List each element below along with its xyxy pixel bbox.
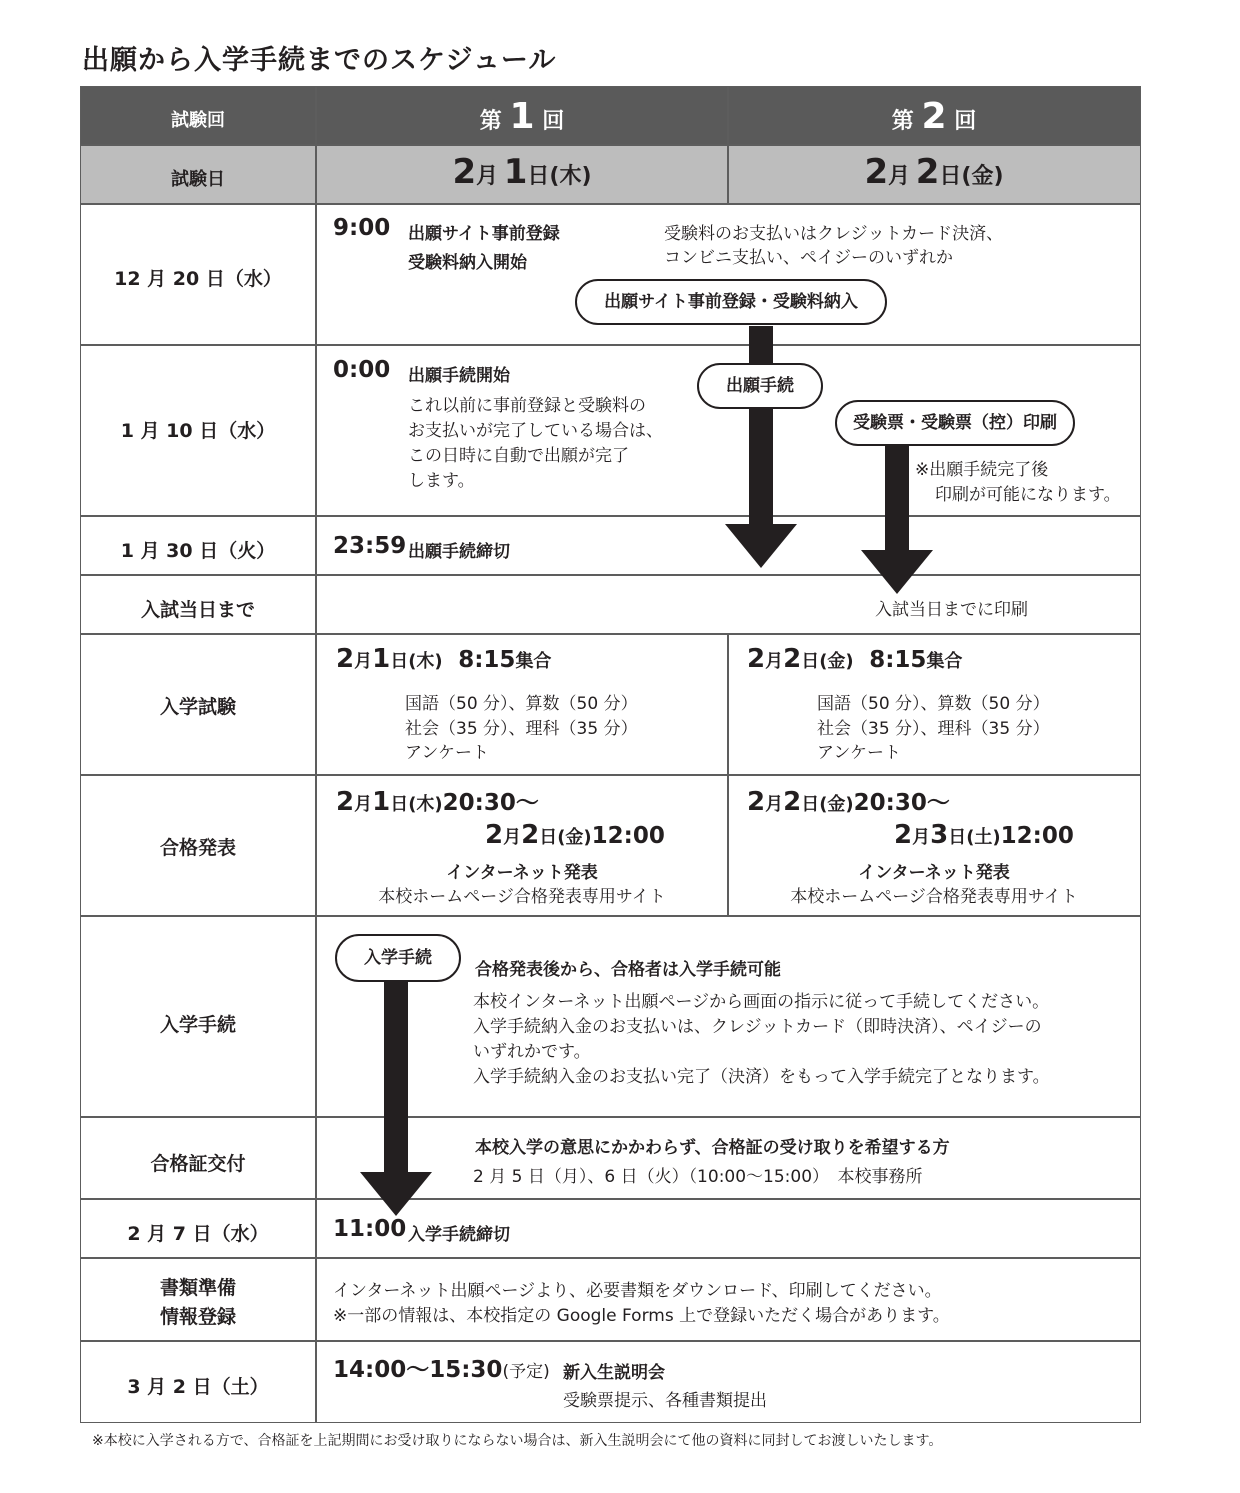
row-label-enrollment: 入学手続 — [159, 1014, 236, 1036]
r9-event: 入学手続締切 — [408, 1225, 510, 1245]
r2-time: 0:00 — [333, 357, 391, 383]
day-unit: 日 — [948, 827, 967, 848]
day-unit: 日 — [390, 794, 409, 815]
day: 2 — [783, 644, 802, 674]
r3-event: 出願手続締切 — [408, 542, 510, 562]
month-unit: 月 — [354, 794, 373, 815]
weekday: (木) — [408, 651, 443, 672]
r7-line: 入学手続納入金のお支払いは、クレジットカード（即時決済）、ペイジーの — [473, 1017, 1042, 1037]
month: 2 — [336, 644, 355, 674]
month-unit: 月 — [503, 827, 522, 848]
date-day-unit: 日 — [527, 164, 550, 189]
row-label-jan10: 1 月 10 日（水） — [120, 420, 276, 442]
month-unit: 月 — [354, 651, 373, 672]
r2-desc-line: この日時に自動で出願が完了 — [408, 446, 629, 466]
r7-line: いずれかです。 — [473, 1042, 591, 1062]
enroll-arrow-shaft — [384, 978, 408, 1174]
results2-end — [894, 820, 1074, 850]
r11-event: 新入生説明会 — [563, 1363, 665, 1383]
r11-time: 14:00〜15:30 — [333, 1357, 503, 1383]
prereg-pill: 出願サイト事前登録・受験料納入 — [575, 279, 887, 325]
r8-head: 本校入学の意思にかかわらず、合格証の受け取りを希望する方 — [475, 1138, 950, 1158]
round-2-heading — [728, 96, 1140, 137]
round-1-number: 1 — [509, 96, 535, 137]
day-unit: 日 — [390, 651, 409, 672]
apply-arrow-shaft — [749, 326, 773, 526]
r7-head: 合格発表後から、合格者は入学手続可能 — [475, 960, 781, 980]
r2-event: 出願手続開始 — [408, 366, 510, 386]
r1-note1: 受験料のお支払いはクレジットカード決済、 — [664, 224, 1004, 244]
round-1-pre: 第 — [479, 109, 502, 134]
r7-line: 本校インターネット出願ページから画面の指示に従って手続してください。 — [473, 992, 1050, 1012]
exam-day1-heading — [336, 644, 551, 674]
page-title: 出願から入学手続までのスケジュール — [82, 45, 557, 76]
date-day-unit: 日 — [939, 164, 962, 189]
time: 20:30〜 — [853, 790, 950, 816]
month: 2 — [894, 820, 913, 850]
weekday: (金) — [557, 827, 592, 848]
time-suffix: 集合 — [515, 651, 552, 672]
date-weekday: (金) — [961, 164, 1004, 189]
row-label-results: 合格発表 — [159, 837, 236, 859]
r1-event1: 出願サイト事前登録 — [408, 224, 560, 244]
round-label: 試験回 — [171, 110, 225, 131]
print-arrow-head — [861, 550, 933, 594]
day-unit: 日 — [539, 827, 558, 848]
r2-desc-line: これ以前に事前登録と受験料の — [408, 396, 646, 416]
round-2-number: 2 — [921, 96, 947, 137]
round-1-post: 回 — [542, 109, 565, 134]
weekday: (木) — [408, 794, 443, 815]
apply-arrow-head — [725, 524, 797, 568]
r8-line: 2 月 5 日（月）、6 日（火）（10:00〜15:00） 本校事務所 — [473, 1167, 923, 1187]
r1-note2: コンビニ支払い、ペイジーのいずれか — [664, 248, 953, 268]
r3-time: 23:59 — [333, 533, 407, 559]
time: 8:15 — [458, 647, 516, 673]
r2-desc-line: お支払いが完了している場合は、 — [408, 421, 663, 441]
date-month: 2 — [452, 152, 477, 192]
day: 1 — [372, 787, 391, 817]
date-label: 試験日 — [171, 169, 225, 190]
date-month-unit: 月 — [476, 164, 499, 189]
r2-desc-line: します。 — [408, 471, 475, 491]
exam-day2-heading — [747, 644, 962, 674]
round-2-post: 回 — [954, 109, 977, 134]
row-label-exam: 入学試験 — [159, 696, 236, 718]
exam-date-2 — [728, 152, 1140, 192]
results1-start — [336, 784, 539, 817]
time: 12:00 — [591, 823, 665, 849]
results2-site: 本校ホームページ合格発表専用サイト — [790, 887, 1078, 907]
month: 2 — [485, 820, 504, 850]
results2-start — [747, 784, 950, 817]
day-unit: 日 — [801, 794, 820, 815]
month: 2 — [336, 787, 355, 817]
row-label-mar2: 3 月 2 日（土） — [127, 1376, 269, 1398]
month: 2 — [747, 644, 766, 674]
row-label-until-exam: 入試当日まで — [140, 599, 255, 621]
r11-plan: (予定) — [502, 1362, 550, 1382]
r1-time: 9:00 — [333, 215, 391, 241]
day: 2 — [783, 787, 802, 817]
r11-detail: 受験票提示、各種書類提出 — [563, 1391, 767, 1411]
row-label-jan30: 1 月 30 日（火） — [120, 540, 276, 562]
row-label-feb7: 2 月 7 日（水） — [127, 1223, 269, 1245]
row-label-documents: 書類準備 — [159, 1277, 236, 1299]
time: 8:15 — [869, 647, 927, 673]
weekday: (土) — [966, 827, 1001, 848]
day-unit: 日 — [801, 651, 820, 672]
weekday: (金) — [819, 651, 854, 672]
r7-line: 入学手続納入金のお支払い完了（決済）をもって入学手続完了となります。 — [473, 1067, 1050, 1087]
print-pill: 受験票・受験票（控）印刷 — [835, 400, 1075, 446]
date-day: 2 — [915, 152, 940, 192]
date-month: 2 — [864, 152, 889, 192]
r10-line2: ※一部の情報は、本校指定の Google Forms 上で登録いただく場合があります。 — [333, 1306, 950, 1326]
round-2-pre: 第 — [891, 109, 914, 134]
day: 2 — [521, 820, 540, 850]
row-label-registration: 情報登録 — [159, 1306, 236, 1328]
weekday: (金) — [819, 794, 854, 815]
print-note2: 印刷が可能になります。 — [935, 485, 1121, 505]
schedule-table — [80, 86, 1141, 1423]
subject-line: アンケート — [405, 743, 489, 763]
results1-site: 本校ホームページ合格発表専用サイト — [378, 887, 666, 907]
row-label-dec20: 12 月 20 日（水） — [114, 268, 282, 290]
subject-line: 社会（35 分）、理科（35 分） — [405, 719, 638, 739]
enroll-arrow-head — [360, 1172, 432, 1216]
date-month-unit: 月 — [888, 164, 911, 189]
round-1-heading — [316, 96, 728, 137]
day: 1 — [372, 644, 391, 674]
date-weekday: (木) — [549, 164, 592, 189]
r11-time-wrap — [333, 1351, 550, 1384]
print-arrow-shaft — [885, 442, 909, 552]
apply-pill: 出願手続 — [697, 363, 823, 409]
results2-method: インターネット発表 — [858, 863, 1010, 883]
month-unit: 月 — [765, 651, 784, 672]
month-unit: 月 — [912, 827, 931, 848]
r1-event2: 受験料納入開始 — [408, 253, 527, 273]
subject-line: 社会（35 分）、理科（35 分） — [817, 719, 1050, 739]
print-note1: ※出願手続完了後 — [915, 460, 1049, 480]
subject-line: 国語（50 分）、算数（50 分） — [817, 694, 1050, 714]
subject-line: 国語（50 分）、算数（50 分） — [405, 694, 638, 714]
exam-date-1 — [316, 152, 728, 192]
row-label-certificate: 合格証交付 — [150, 1153, 246, 1175]
results1-end — [485, 820, 665, 850]
enroll-pill: 入学手続 — [335, 934, 461, 982]
r10-line1: インターネット出願ページより、必要書類をダウンロード、印刷してください。 — [333, 1281, 942, 1301]
results1-method: インターネット発表 — [446, 863, 598, 883]
time: 20:30〜 — [442, 790, 539, 816]
r9-time: 11:00 — [333, 1216, 407, 1242]
footnote: ※本校に入学される方で、合格証を上記期間にお受け取りにならない場合は、新入生説明会にて他の資料に同封してお渡しいたします。 — [92, 1433, 943, 1449]
month-unit: 月 — [765, 794, 784, 815]
time-suffix: 集合 — [926, 651, 963, 672]
r4-note: 入試当日までに印刷 — [875, 600, 1028, 620]
month: 2 — [747, 787, 766, 817]
day: 3 — [930, 820, 949, 850]
time: 12:00 — [1000, 823, 1074, 849]
date-day: 1 — [503, 152, 528, 192]
subject-line: アンケート — [817, 743, 901, 763]
